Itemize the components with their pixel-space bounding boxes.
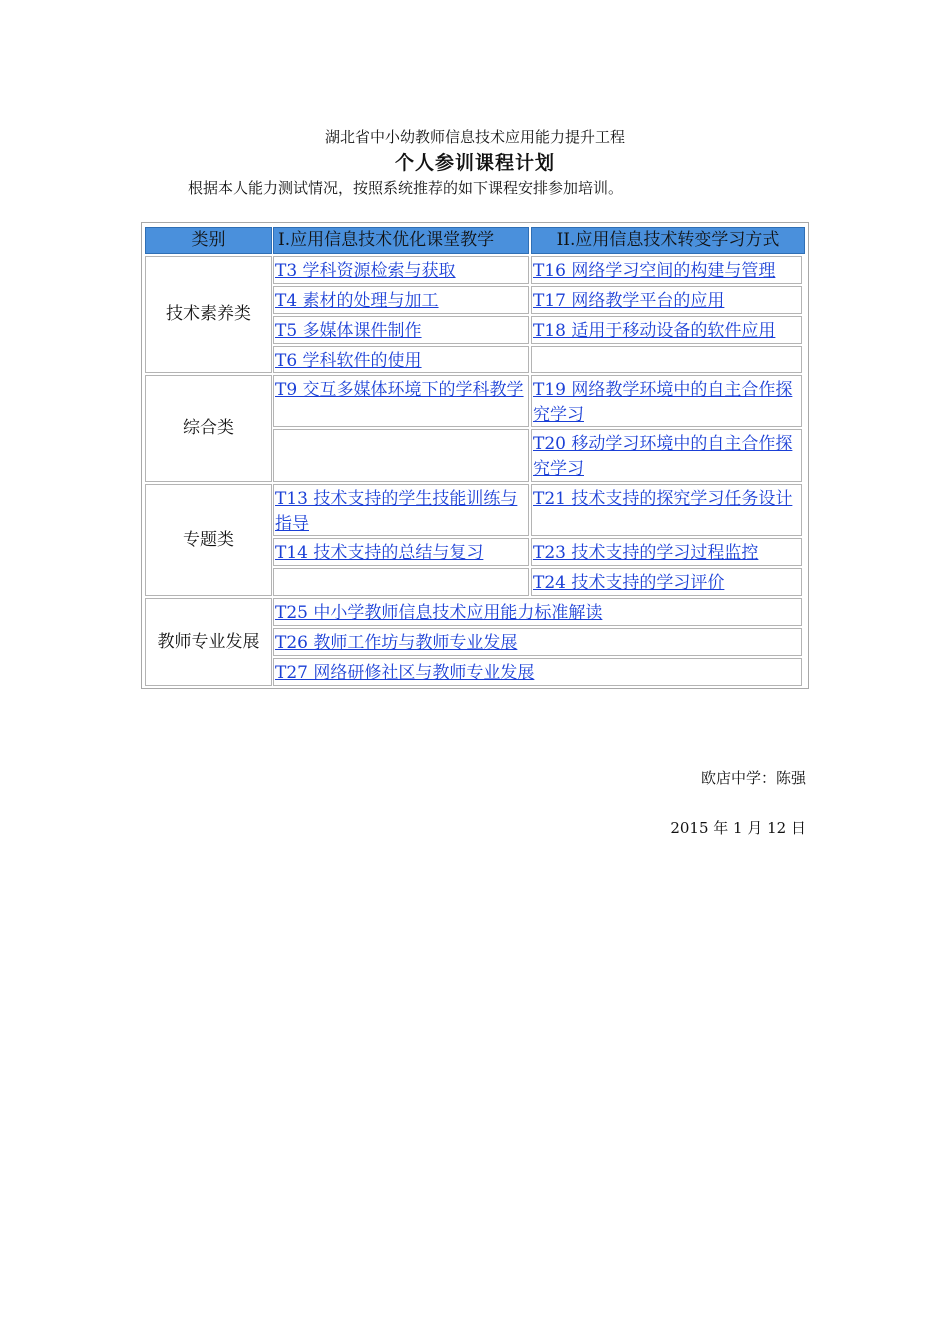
course-link-t21[interactable]: T21 技术支持的探究学习任务设计	[533, 489, 793, 509]
course-link-t14[interactable]: T14 技术支持的总结与复习	[275, 543, 484, 563]
course-cell	[273, 286, 529, 314]
header-column-i: I.应用信息技术优化课堂教学	[273, 227, 529, 254]
category-comprehensive: 综合类	[145, 375, 272, 482]
course-link-t5[interactable]: T5 多媒体课件制作	[275, 321, 422, 341]
course-link-t13[interactable]: T13 技术支持的学生技能训练与指导	[275, 489, 518, 534]
course-cell	[273, 316, 529, 344]
course-link-t23[interactable]: T23 技术支持的学习过程监控	[533, 543, 759, 563]
course-link-t16[interactable]: T16 网络学习空间的构建与管理	[533, 261, 776, 281]
course-cell	[531, 375, 802, 427]
empty-cell	[531, 346, 802, 373]
course-link-t6[interactable]: T6 学科软件的使用	[275, 351, 422, 371]
course-cell	[531, 538, 802, 566]
course-cell	[273, 256, 529, 284]
header-column-ii: II.应用信息技术转变学习方式	[531, 227, 805, 254]
course-cell	[273, 628, 802, 656]
intro-text: 根据本人能力测试情况，按照系统推荐的如下课程安排参加培训。	[188, 179, 624, 197]
course-link-t18[interactable]: T18 适用于移动设备的软件应用	[533, 321, 776, 341]
course-link-t4[interactable]: T4 素材的处理与加工	[275, 291, 439, 311]
course-link-t3[interactable]: T3 学科资源检索与获取	[275, 261, 456, 281]
course-cell	[531, 256, 802, 284]
course-cell	[531, 316, 802, 344]
org-title: 湖北省中小幼教师信息技术应用能力提升工程	[324, 128, 625, 146]
course-cell	[273, 484, 529, 536]
category-tech-literacy: 技术素养类	[145, 256, 272, 373]
course-link-t27[interactable]: T27 网络研修社区与教师专业发展	[275, 663, 535, 683]
page-title: 个人参训课程计划	[394, 152, 555, 174]
course-link-t9[interactable]: T9 交互多媒体环境下的学科教学	[275, 380, 524, 400]
course-cell	[273, 658, 802, 686]
course-cell	[273, 375, 529, 427]
header-category: 类别	[145, 227, 272, 254]
course-cell	[273, 346, 529, 373]
signature-date: 2015 年 1 月 12 日	[670, 819, 806, 837]
signature: 欧店中学：陈强	[700, 769, 806, 787]
course-link-t25[interactable]: T25 中小学教师信息技术应用能力标准解读	[275, 603, 603, 623]
empty-cell	[273, 429, 529, 482]
course-cell	[531, 429, 802, 482]
course-link-t20[interactable]: T20 移动学习环境中的自主合作探究学习	[533, 434, 793, 479]
category-professional-development: 教师专业发展	[145, 598, 272, 686]
empty-cell	[273, 568, 529, 596]
course-link-t19[interactable]: T19 网络教学环境中的自主合作探究学习	[533, 380, 793, 425]
course-link-t24[interactable]: T24 技术支持的学习评价	[533, 573, 725, 593]
course-link-t26[interactable]: T26 教师工作坊与教师专业发展	[275, 633, 518, 653]
course-cell	[531, 568, 802, 596]
course-cell	[273, 538, 529, 566]
course-link-t17[interactable]: T17 网络教学平台的应用	[533, 291, 725, 311]
course-cell	[273, 598, 802, 626]
course-cell	[531, 484, 802, 536]
category-special-topic: 专题类	[145, 484, 272, 596]
course-cell	[531, 286, 802, 314]
